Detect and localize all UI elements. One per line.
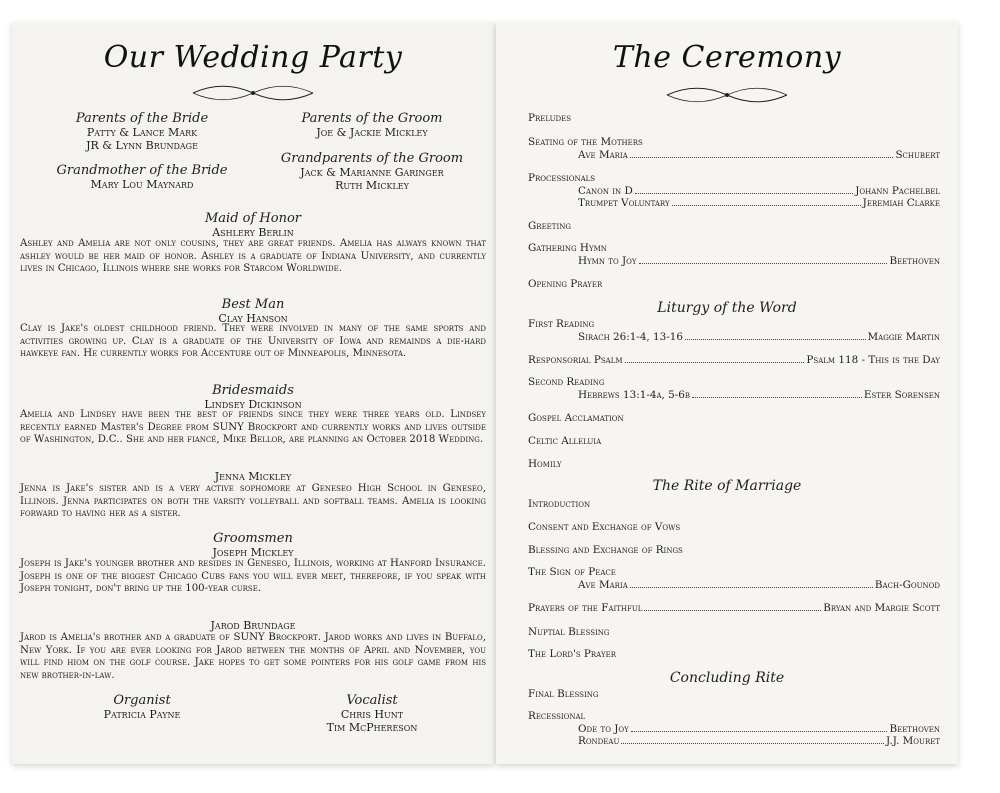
program-item: Ave Maria Schubert	[578, 149, 940, 161]
processionals: Processionals	[528, 172, 596, 184]
maid-of-honor-heading: Maid of Honor Ashlery Berlin	[204, 211, 302, 239]
homily: Homily	[528, 458, 562, 470]
gathering-hymn: Gathering Hymn	[528, 242, 607, 254]
parents-of-groom: Parents of the Groom Joe & Jackie Mickley	[301, 111, 443, 139]
bridesmaid-bio: Amelia and Lindsey have been the best of friends since they were three years old. Lindsey recently earned Master's Degree from SUNY Brockport and currently works and lives outside of Washington, D.C.. She and her fiancé, Mike Bellor, are planning an October 2018 Wedding.	[20, 409, 486, 446]
program-item: Hymn to Joy Beethoven	[578, 255, 940, 267]
groomsmen-heading: Groomsmen Joseph Mickley	[212, 531, 294, 559]
flourish-ornament-icon	[657, 84, 797, 106]
celtic-alleluia: Celtic Alleluia	[528, 435, 602, 447]
organist: Organist Patricia Payne	[103, 693, 181, 721]
vocalist: Vocalist Chris Hunt Tim McPhereson	[326, 693, 418, 734]
greeting: Greeting	[528, 220, 571, 232]
program-item: Rondeau J.J. Mouret	[578, 735, 940, 747]
rite-heading: The Rite of Marriage	[652, 478, 802, 494]
program-item: Ave Maria Bach-Gounod	[578, 579, 940, 591]
liturgy-heading: Liturgy of the Word	[657, 300, 797, 316]
program-item: Sirach 26:1-4, 13-16 Maggie Martin	[578, 331, 940, 343]
introduction: Introduction	[528, 498, 591, 510]
bridesmaid-name: Jenna Mickley	[214, 470, 292, 483]
groomsman-bio: Jarod is Amelia's brother and a graduate of SUNY Brockport. Jarod works and lives in Buffalo, New York. If you are ever looking for Jarod between the months of April and November, you will find hiom on the golf course. Jake hopes to get some pointers for his golf game from his new brother-in-law.	[20, 632, 486, 681]
blessing-rings: Blessing and Exchange of Rings	[528, 544, 683, 556]
consent-vows: Consent and Exchange of Vows	[528, 521, 681, 533]
groomsman-bio: Joseph is Jake's younger brother and resides in Geneseo, Illinois, working at Hanford Insurance. Joseph is one of the biggest Chicago Cubs fans you will ever meet, therefore, if you speak with Joseph tonight, don't bring up the 100-year curse.	[20, 558, 486, 595]
second-reading: Second Reading	[528, 376, 605, 388]
grandmother-of-bride: Grandmother of the Bride Mary Lou Maynard	[56, 163, 228, 191]
bridesmaids-heading: Bridesmaids Lindsey Dickinson	[204, 383, 302, 411]
program-item: Trumpet Voluntary Jeremiah Clarke	[578, 197, 940, 209]
maid-of-honor-bio: Ashley and Amelia are not only cousins, they are great friends. Amelia has always known that ashley would be her maid of honor. Ashley is a graduate of Indiana University, and currently lives in Chicago, Illinois where she works for Starcom Worldwide.	[20, 238, 486, 275]
seating-mothers: Seating of the Mothers	[528, 136, 643, 148]
sign-of-peace: The Sign of Peace	[528, 566, 616, 578]
bridesmaid-bio: Jenna is Jake's sister and is a very active sophomore at Geneseo High School in Geneseo, Illinois. Jenna participates on both the varsity volleyball and softball teams. Amelia is looking forward to having her as a sister.	[20, 483, 486, 520]
program-item: Hebrews 13:1-4a, 5-6b Ester Sorensen	[578, 389, 940, 401]
concluding-heading: Concluding Rite	[669, 670, 785, 686]
groomsman-name: Jarod Brundage	[210, 619, 296, 632]
wedding-party-title: Our Wedding Party	[103, 40, 403, 75]
program-item: Prayers of the Faithful Bryan and Margie Scott	[528, 602, 940, 614]
gospel-acclamation: Gospel Acclamation	[528, 412, 624, 424]
best-man-heading: Best Man Clay Hanson	[218, 297, 288, 325]
recessional: Recessional	[528, 710, 586, 722]
ceremony-page	[496, 22, 958, 764]
program-item: Responsorial Psalm Psalm 118 - This is the Day	[528, 354, 940, 366]
opening-prayer: Opening Prayer	[528, 278, 603, 290]
wedding-party-page	[12, 22, 494, 764]
program-item: Ode to Joy Beethoven	[578, 723, 940, 735]
preludes: Preludes	[528, 112, 572, 124]
grandparents-of-groom: Grandparents of the Groom Jack & Marianne Garinger Ruth Mickley	[280, 151, 464, 192]
first-reading: First Reading	[528, 318, 595, 330]
program-item: Canon in D Johann Pachelbel	[578, 185, 940, 197]
flourish-ornament-icon	[183, 82, 323, 104]
lords-prayer: The Lord's Prayer	[528, 648, 616, 660]
ceremony-title: The Ceremony	[612, 40, 842, 75]
best-man-bio: Clay is Jake's oldest childhood friend. They were involved in many of the same sports and activities growing up. Clay is a graduate of the University of Iowa and remainds a die-hard hawkeye fan. He currently works for Accenture out of Minneapolis, Minnesota.	[20, 323, 486, 360]
parents-of-bride: Parents of the Bride Patty & Lance Mark JR & Lynn Brundage	[75, 111, 209, 152]
final-blessing: Final Blessing	[528, 688, 599, 700]
nuptial-blessing: Nuptial Blessing	[528, 626, 610, 638]
